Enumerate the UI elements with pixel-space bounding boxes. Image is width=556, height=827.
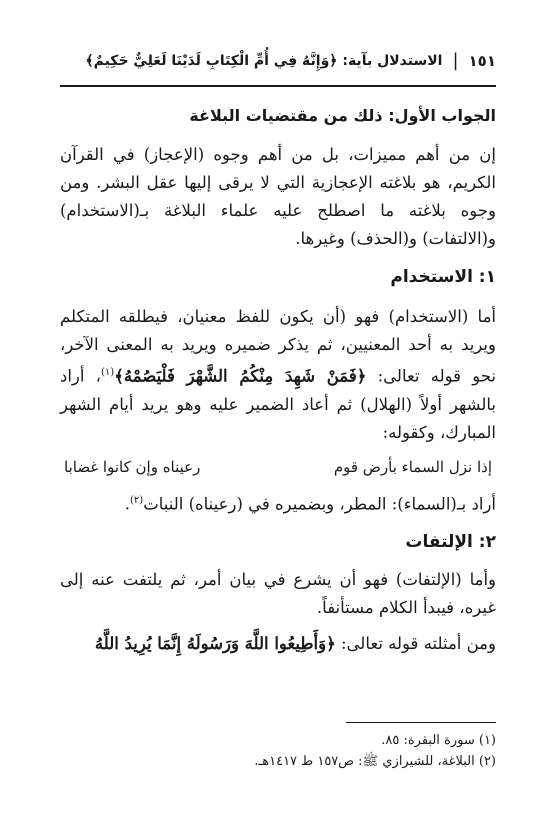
poetry-verse <box>60 453 496 481</box>
verse-first-hemistich: إذا نزل السماء بأرض قوم <box>333 457 492 476</box>
verse-second-hemistich: رعيناه وإن كانوا غضابا <box>64 457 201 476</box>
footnote-ref-2[interactable]: (٢) <box>130 494 144 506</box>
paragraph-intro: إن من أهم مميزات، بل من أهم وجوه (الإعجاز) في القرآن الكريم، هو بلاغته الإعجازية التي لا يرقى إليها عقل البشر. ومن وجوه بلاغته ما اصطلح عليه علماء البلاغة بـ(الاستخدام) و(الالتفات) و(الحذف) وغيرها. <box>60 145 496 248</box>
paragraph-iltifat-example <box>60 630 496 658</box>
footnotes <box>60 730 496 772</box>
quran-verse-obey: ﴿وَأَطِيعُوا اللَّهَ وَرَسُولَهُ إِنَّمَا يُرِيدُ اللَّهُ <box>94 634 336 653</box>
paragraph-istikhdam-text-b: ، أراد بالشهر أولاً (الهلال) ثم أعاد الضمير عليه وهو يريد أيام الشهر المبارك، وكقوله: <box>60 366 496 442</box>
page-body <box>60 96 496 658</box>
header-rule <box>60 85 496 87</box>
paragraph-verse-explanation <box>60 487 496 519</box>
verse-explanation-text-a: أراد بـ(السماء): المطر، وبضميره في (رعيناه) النبات <box>143 494 496 513</box>
paragraph-istikhdam <box>60 303 496 447</box>
section-heading-answer: الجواب الأول: ذلك من مقتضيات البلاغة <box>189 106 496 125</box>
page-number: ١٥١ <box>468 52 496 70</box>
section-heading-iltifat: ٢: الإلتفات <box>405 532 496 552</box>
quran-verse-fast: ﴿فَمَنْ شَهِدَ مِنْكُمُ الشَّهْرَ فَلْيَصُمْهُ﴾ <box>114 366 367 386</box>
section-heading-istikhdam: ١: الاستخدام <box>390 267 496 287</box>
paragraph-istikhdam-text-a: أما (الاستخدام) فهو (أن يكون للفظ معنيان، فيطلقه المتكلم ويريد به أحد المعنيين، ثم يذكر ضميره ويريد به المعنى الآخر، نحو قوله تعالى: <box>60 307 496 386</box>
header-separator: | <box>452 50 459 71</box>
verse-explanation-text-b: . <box>124 494 130 513</box>
page-header <box>60 52 496 70</box>
footnote-2: (٢) البلاغة، للشيرازي ﷺ: ص١٥٧ ط ١٤١٧هـ. <box>254 754 496 769</box>
iltifat-example-text: ومن أمثلته قوله تعالى: <box>335 634 496 653</box>
running-title: الاستدلال بآية: ﴿وَإِنَّهُ فِي أُمِّ الْكِتَابِ لَدَيْنَا لَعَلِيٌّ حَكِيمٌ﴾ <box>85 53 443 69</box>
footnote-rule <box>346 722 496 723</box>
paragraph-iltifat: وأما (الإلتفات) فهو أن يشرع في بيان أمر، ثم يلتفت عنه إلى غيره، فيبدأ الكلام مستأنفاً. <box>60 570 496 617</box>
footnote-1: (١) سورة البقرة: ٨٥. <box>381 733 496 748</box>
footnote-ref-1[interactable]: (١) <box>101 367 115 378</box>
